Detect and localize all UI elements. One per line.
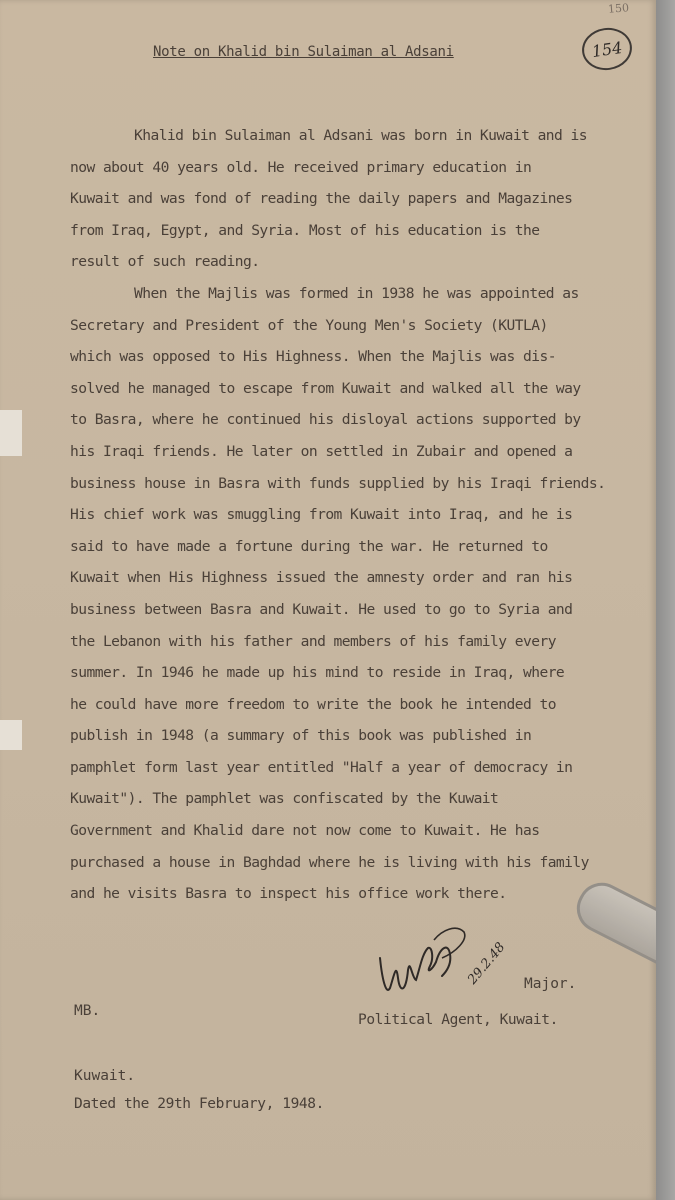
paper-tear	[0, 720, 22, 750]
body-line: which was opposed to His Highness. When the Majlis was dis-	[70, 348, 556, 366]
body-line: summer. In 1946 he made up his mind to reside in Iraq, where	[70, 664, 565, 682]
body-line: result of such reading.	[70, 253, 260, 271]
body-line: His chief work was smuggling from Kuwait into Iraq, and he is	[70, 506, 573, 524]
body-line: publish in 1948 (a summary of this book was published in	[70, 727, 532, 745]
body-line: from Iraq, Egypt, and Syria. Most of his education is the	[70, 221, 540, 239]
body-line: business between Basra and Kuwait. He used to go to Syria and	[70, 600, 573, 618]
body-line: his Iraqi friends. He later on settled in Zubair and opened a	[70, 442, 573, 460]
body-line: to Basra, where he continued his disloyal actions supported by	[70, 411, 581, 429]
body-line: Secretary and President of the Young Men's Society (KUTLA)	[70, 316, 548, 334]
date-line: Dated the 29th February, 1948.	[74, 1096, 324, 1112]
folio-circled-text: 154	[590, 37, 624, 61]
body-line: Government and Khalid dare not now come to Kuwait. He has	[70, 822, 540, 840]
folio-number-small: 150	[607, 1, 630, 16]
body-line: said to have made a fortune during the war. He returned to	[70, 537, 548, 555]
place: Kuwait.	[74, 1068, 136, 1084]
binder-edge	[656, 0, 675, 1200]
body-line: Khalid bin Sulaiman al Adsani was born in Kuwait and is	[134, 127, 587, 144]
document-title: Note on Khalid bin Sulaiman al Adsani	[153, 44, 454, 60]
body-line: business house in Basra with funds supplied by his Iraqi friends.	[70, 474, 606, 492]
body-line: now about 40 years old. He received primary education in	[70, 158, 532, 176]
body-line: When the Majlis was formed in 1938 he was appointed as	[134, 284, 579, 302]
body-line: Kuwait when His Highness issued the amnesty order and ran his	[70, 569, 573, 587]
body-line: he could have more freedom to write the book he intended to	[70, 695, 556, 713]
body-line: pamphlet form last year entitled "Half a year of democracy in	[70, 758, 573, 776]
paper-tear	[0, 410, 22, 456]
initials: MB.	[74, 1003, 101, 1019]
signature-date: 29.2.48	[465, 939, 509, 988]
body-line: Kuwait"). The pamphlet was confiscated by the Kuwait	[70, 790, 499, 808]
body-line: and he visits Basra to inspect his office work there.	[70, 885, 507, 903]
signatory-rank: Major.	[524, 976, 577, 992]
handwritten-signature	[372, 918, 522, 1013]
body-line: the Lebanon with his father and members of his family every	[70, 632, 556, 650]
body-line: Kuwait and was fond of reading the daily papers and Magazines	[70, 190, 573, 208]
body-line: solved he managed to escape from Kuwait and walked all the way	[70, 379, 581, 397]
body-line: purchased a house in Baghdad where he is living with his family	[70, 853, 589, 871]
folio-number-circled	[579, 25, 634, 74]
signatory-office: Political Agent, Kuwait.	[358, 1012, 558, 1028]
document-body	[70, 120, 670, 910]
